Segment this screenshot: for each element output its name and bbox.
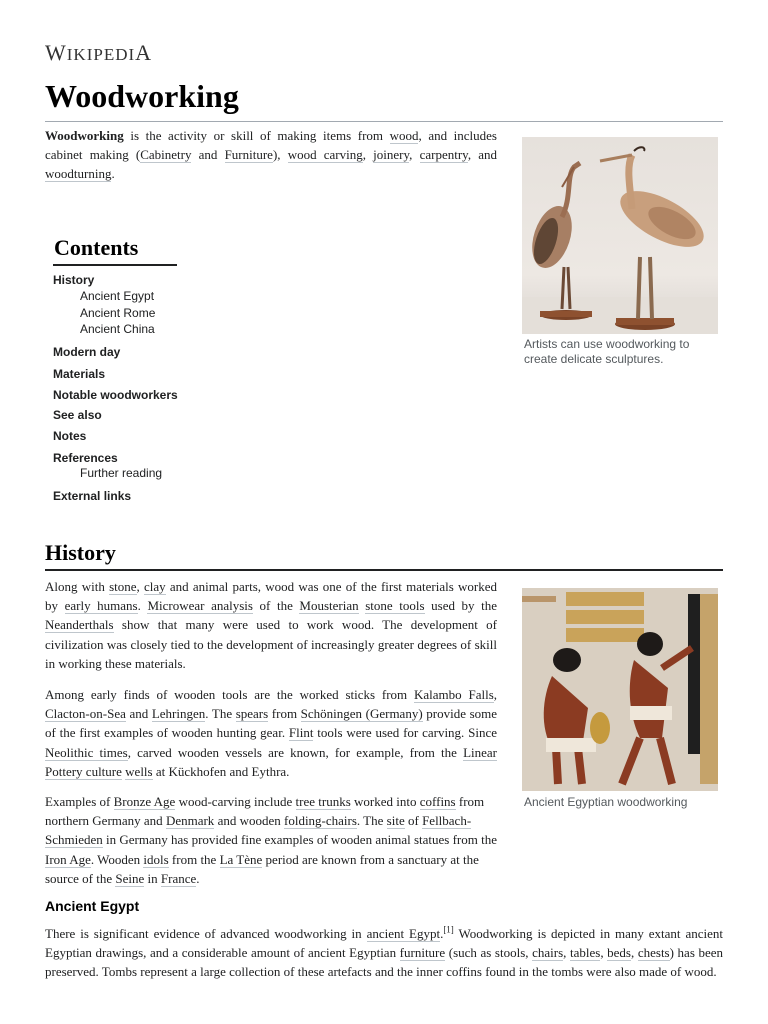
link-la-tene[interactable]: La Tène: [219, 851, 263, 867]
egyptian-caption: Ancient Egyptian woodworking: [524, 795, 688, 809]
history-paragraph-3: Examples of Bronze Age wood-carving include tree trunks worked into coffins from northern Germany and Denmark and wooden folding-chairs. The site of Fellbach-Schmieden in Germany has provided fine examples of wooden animal statues from the Iron Age. Wooden idols from the La Tène period are known from a sanctuary at the source of the Seine in France.: [45, 794, 497, 886]
link-microwear-analysis[interactable]: Microwear analysis: [147, 598, 253, 614]
ancient-egypt-heading: Ancient Egypt: [45, 898, 140, 914]
link-chests[interactable]: chests: [637, 945, 670, 961]
toc-item-notes[interactable]: Notes: [53, 429, 87, 443]
wikipedia-wordmark[interactable]: WIKIPEDIA: [45, 40, 153, 65]
history-paragraph-1: Along with stone, clay and animal parts, wood was one of the first materials worked by early humans. Microwear analysis of the Mousterian stone tools used by the Neanderthals show that many were used to work wood. The development of civilization was closely tied to the development of increasingly greater degrees of skill in working these materials.: [45, 579, 498, 671]
link-joinery[interactable]: joinery: [373, 147, 410, 163]
link-clacton-on-sea[interactable]: Clacton-on-Sea: [45, 706, 126, 722]
toc-item-ancient-china[interactable]: Ancient China: [80, 322, 155, 336]
intro-term: Woodworking: [45, 128, 124, 143]
link-seine[interactable]: Seine: [115, 870, 145, 886]
title-divider: [45, 121, 723, 122]
link-site[interactable]: site: [386, 813, 405, 829]
link-furniture-egypt[interactable]: furniture: [399, 945, 446, 961]
link-fellbach-schmieden[interactable]: Fellbach-Schmieden: [45, 813, 472, 848]
intro-paragraph: Woodworking is the activity or skill of making items from wood, and includes cabinet making (Cabinetry and Furniture), wood carving, joinery, carpentry, and woodturning.: [45, 128, 498, 182]
toc-item-references[interactable]: References: [53, 451, 118, 465]
link-wood[interactable]: wood: [389, 128, 419, 143]
link-bronze-age[interactable]: Bronze Age: [113, 794, 176, 809]
heron-sculptures-illustration: [522, 137, 718, 334]
link-coffins[interactable]: coffins: [419, 794, 456, 809]
toc-item-notable-woodworkers[interactable]: Notable woodworkers: [53, 388, 178, 402]
link-ancient-egypt[interactable]: ancient Egypt: [366, 926, 441, 941]
link-flint[interactable]: Flint: [288, 725, 314, 741]
link-iron-age[interactable]: Iron Age: [45, 851, 91, 867]
link-lehringen[interactable]: Lehringen: [151, 706, 206, 722]
sculpture-image[interactable]: [522, 137, 718, 334]
toc-item-ancient-egypt[interactable]: Ancient Egypt: [80, 289, 155, 303]
history-heading: History: [45, 540, 116, 565]
egyptian-woodworking-image[interactable]: [522, 588, 718, 791]
link-neolithic[interactable]: Neolithic times: [45, 744, 128, 760]
link-tables[interactable]: tables: [569, 945, 601, 961]
link-woodturning[interactable]: woodturning: [45, 166, 112, 182]
ancient-egypt-paragraph: There is significant evidence of advanced woodworking in ancient Egypt.[1] Woodworking is depicted in many extant ancient Egyptian drawings, and a considerable amount of ancient Egyptian furniture (such as stools, chairs, tables, beds, chests) has been preserved. Tombs represent a large collection of these artefacts and the inner coffins found in the tombs were also made of wood.: [45, 924, 724, 980]
link-france[interactable]: France: [160, 870, 197, 886]
link-linear-pottery-culture[interactable]: Linear Pottery culture: [45, 744, 497, 779]
toc-item-materials[interactable]: Materials: [53, 367, 106, 381]
toc-divider: [53, 264, 177, 266]
link-denmark[interactable]: Denmark: [165, 813, 215, 829]
toc-item-ancient-rome[interactable]: Ancient Rome: [80, 306, 156, 320]
link-mousterian[interactable]: Mousterian: [299, 598, 359, 614]
sculpture-caption: Artists can use woodworking to create delicate sculptures.: [524, 337, 690, 366]
link-folding-chairs[interactable]: folding-chairs: [284, 813, 357, 829]
link-cabinetry[interactable]: Cabinetry: [140, 147, 192, 163]
link-furniture[interactable]: Furniture: [224, 147, 273, 163]
link-stone-tools[interactable]: stone tools: [365, 598, 425, 614]
link-early-humans[interactable]: early humans: [64, 598, 138, 614]
history-divider: [45, 569, 723, 571]
toc-item-history[interactable]: History: [53, 273, 95, 287]
link-schoningen[interactable]: Schöningen (Germany): [300, 706, 423, 722]
link-wood-carving[interactable]: wood carving: [287, 147, 363, 163]
page-title: Woodworking: [45, 78, 239, 114]
link-beds[interactable]: beds: [607, 945, 631, 961]
reference-1[interactable]: [1]: [443, 924, 454, 935]
link-clay[interactable]: clay: [144, 579, 166, 594]
egyptian-mural-illustration: [522, 588, 718, 791]
toc-title: Contents: [54, 235, 139, 260]
link-spears[interactable]: spears: [235, 706, 269, 722]
link-idols[interactable]: idols: [143, 851, 169, 867]
toc-item-external-links[interactable]: External links: [53, 489, 132, 503]
link-carpentry[interactable]: carpentry: [419, 147, 468, 163]
toc-item-further-reading[interactable]: Further reading: [80, 466, 163, 480]
link-neanderthals[interactable]: Neanderthals: [45, 617, 114, 633]
history-paragraph-2: Among early finds of wooden tools are the worked sticks from Kalambo Falls, Clacton-on-Sea and Lehringen. The spears from Schöningen (Germany) provide some of the first examples of wooden hunting gear. Flint tools were used for carving. Since Neolithic times, carved wooden vessels are known, for example, from the Linear Pottery culture wells at Kückhofen and Eythra.: [45, 687, 498, 779]
link-wells[interactable]: wells: [125, 763, 153, 779]
link-stone[interactable]: stone: [109, 579, 137, 594]
toc-item-see-also[interactable]: See also: [53, 408, 102, 422]
link-tree-trunks[interactable]: tree trunks: [295, 794, 351, 809]
link-kalambo-falls[interactable]: Kalambo Falls: [413, 687, 494, 702]
toc-item-modern-day[interactable]: Modern day: [53, 345, 121, 359]
link-chairs[interactable]: chairs: [532, 945, 564, 961]
